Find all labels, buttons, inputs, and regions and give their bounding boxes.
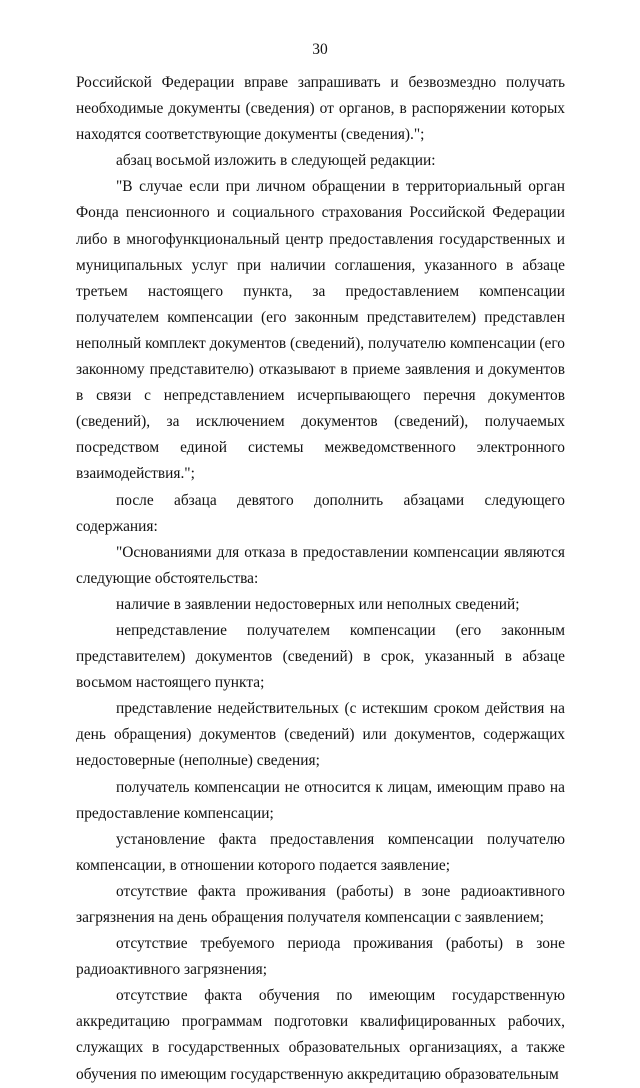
document-body [76,70,565,1088]
paragraph-quoted-text: "Основаниями для отказа в предоставлении компенсации являются следующие обстоятельства: [76,543,565,587]
paragraph-amendment-instruction: после абзаца девятого дополнить абзацами следующего содержания: [76,491,565,535]
paragraph-list-item: отсутствие требуемого периода проживания (работы) в зоне радиоактивного загрязнения; [76,935,565,979]
paragraph-list-item: отсутствие факта проживания (работы) в зоне радиоактивного загрязнения на день обращения получателя компенсации с заявлением; [76,882,565,926]
paragraph-quoted-text: "В случае если при личном обращении в территориальный орган Фонда пенсионного и социального страхования Российской Федерации либо в многофункциональный центр предоставления государственных и муниципальных услуг при наличии соглашения, указанного в абзаце третьем настоящего пункта, за предоставлением компенсации получателем компенсации (его законным представителем) представлен неполный комплект документов (сведений), получателю компенсации (его законному представителю) отказывают в приеме заявления и документов в связи с непредставлением исчерпывающего перечня документов (сведений), за исключением документов (сведений), получаемых посредством единой системы межведомственного электронного взаимодействия."; [76,178,565,483]
paragraph-list-item: непредставление получателем компенсации (его законным представителем) документов (сведений) в срок, указанный в абзаце восьмом настоящего пункта; [76,621,565,692]
paragraph-list-item: представление недействительных (с истекшим сроком действия на день обращения) документов (сведений) или документов, содержащих недостоверные (неполные) сведения; [76,700,565,770]
paragraph-continuation: Российской Федерации вправе запрашивать и безвозмездно получать необходимые документы (сведения) от органов, в распоряжении которых находятся соответствующие документы (сведения)."; [76,74,565,144]
page-number: 30 [312,41,328,58]
paragraph-list-item: установление факта предоставления компенсации получателю компенсации, в отношении которого подается заявление; [76,830,565,874]
paragraph-amendment-instruction: абзац восьмой изложить в следующей редакции: [116,152,436,170]
paragraph-list-item: наличие в заявлении недостоверных или неполных сведений; [116,595,520,613]
paragraph-list-item: отсутствие факта обучения по имеющим государственную аккредитацию программам подготовки квалифицированных рабочих, служащих в государственных образовательных организациях, а также обучения по имеющим государственную аккредитацию образовательным [76,987,565,1083]
paragraph-list-item: получатель компенсации не относится к лицам, имеющим право на предоставление компенсации; [76,778,565,822]
